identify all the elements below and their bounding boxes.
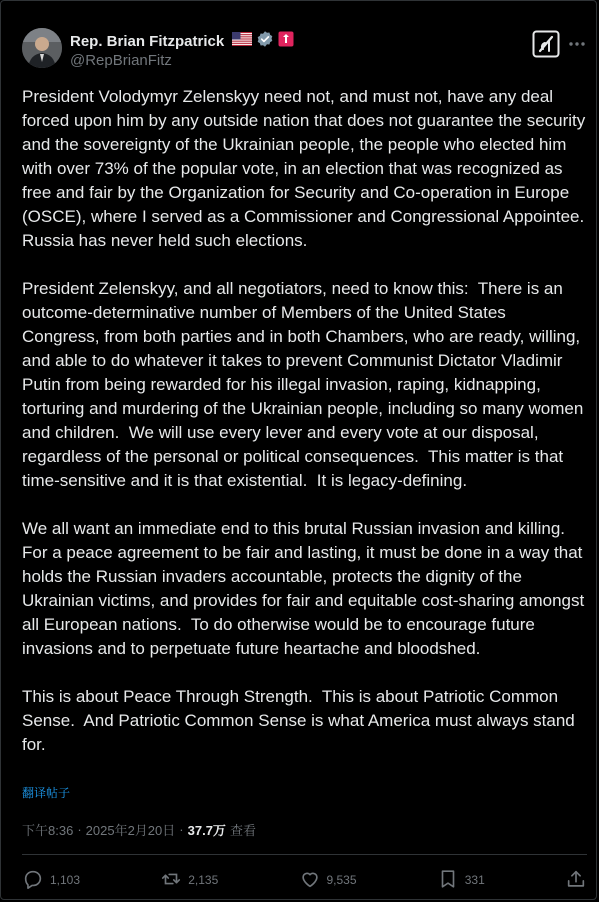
post-time[interactable]: 下午8:36 xyxy=(22,823,74,838)
reply-icon xyxy=(22,868,44,893)
like-count: 9,535 xyxy=(326,873,357,887)
author-name-row xyxy=(70,30,294,53)
translate-post-link[interactable]: 翻译帖子 xyxy=(22,786,71,800)
affiliation-badge-icon[interactable] xyxy=(278,31,294,52)
share-button[interactable] xyxy=(565,868,587,893)
repost-icon xyxy=(160,868,182,893)
grok-icon[interactable] xyxy=(532,30,560,58)
bookmark-button[interactable] xyxy=(437,868,485,893)
post-paragraph: President Volodymyr Zelenskyy need not, and must not, have any deal forced upon him by any outside nation that does not guarantee the security and the sovereignty of the Ukrainian people, the people who elected him with over 73% of the popular vote, in an election that was recognized as free and fair by the Organization for Security and Co-operation in Europe (OSCE), where I served as a Commissioner and Congressional Appointee. Russia has never held such elections. xyxy=(22,87,594,250)
reply-count: 1,103 xyxy=(50,873,81,887)
post-text xyxy=(22,85,594,757)
meta-separator: · xyxy=(77,822,82,837)
post-date[interactable]: 2025年2月20日 xyxy=(85,823,176,838)
post-paragraph: This is about Peace Through Strength. This is about Patriotic Common Sense. And Patriotic Common Sense is what America must always stand for. xyxy=(22,687,580,754)
heart-icon xyxy=(299,868,321,893)
post-paragraph: President Zelenskyy, and all negotiators, need to know this: There is an outcome-determinative number of Members of the United States Congress, from both parties and in both Chambers, who are ready, willing, and able to do whatever it takes to prevent Communist Dictator Vladimir Putin from being rewarded for his illegal invasion, raping, kidnapping, torturing and murdering of the Ukrainian people, including so many women and children. We will use every lever and every vote at our disposal, regardless of the personal or political consequences. This matter is that time-sensitive and it is that existential. It is legacy-defining. xyxy=(22,279,589,490)
views-count[interactable]: 37.7万 xyxy=(187,823,226,838)
share-icon xyxy=(565,868,587,893)
avatar[interactable] xyxy=(22,28,62,68)
action-bar xyxy=(22,867,587,893)
author-display-name[interactable]: Rep. Brian Fitzpatrick xyxy=(70,33,225,50)
author-handle[interactable]: @RepBrianFitz xyxy=(70,52,172,69)
post-meta xyxy=(22,820,256,839)
verified-badge-icon[interactable] xyxy=(256,30,274,53)
post-paragraph: We all want an immediate end to this brutal Russian invasion and killing. For a peace agreement to be fair and lasting, it must be done in a way that holds the Russian invaders accountable, protects the dignity of the Ukrainian victims, and provides for fair and equitable cost-sharing amongst all European nations. To do otherwise would be to encourage future invasions and to perpetuate future heartache and bloodshed. xyxy=(22,519,589,658)
reply-button[interactable] xyxy=(22,868,80,893)
repost-button[interactable] xyxy=(160,868,218,893)
us-flag-icon xyxy=(228,32,252,51)
more-icon[interactable] xyxy=(567,34,587,54)
repost-count: 2,135 xyxy=(188,873,219,887)
views-label: 查看 xyxy=(229,823,256,838)
meta-separator: · xyxy=(179,822,184,837)
bookmark-icon xyxy=(437,868,459,893)
bookmark-count: 331 xyxy=(464,873,485,887)
like-button[interactable] xyxy=(299,868,357,893)
divider xyxy=(22,854,587,855)
